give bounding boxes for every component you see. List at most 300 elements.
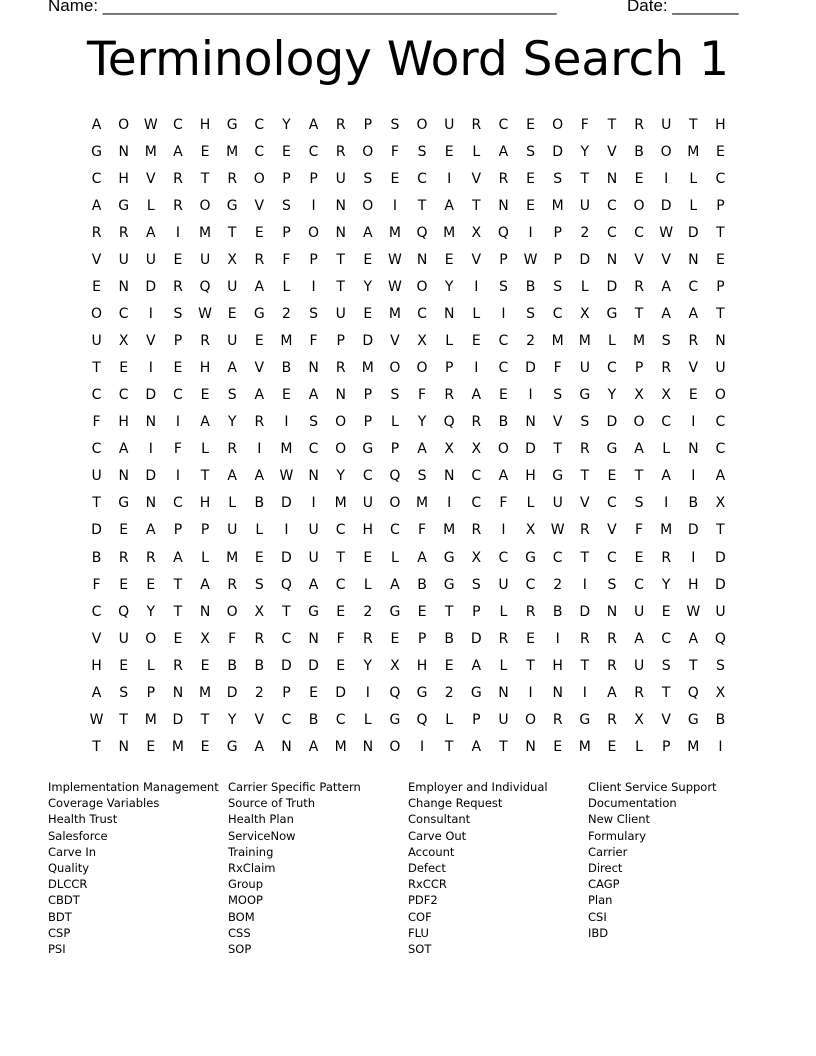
grid-letter: Q [199,279,211,296]
grid-letter: M [551,198,564,215]
grid-letter: F [92,576,101,593]
grid-row [83,166,734,193]
grid-letter: S [119,684,129,701]
grid-letter: T [92,360,101,377]
grid-letter: I [474,360,479,377]
grid-letter: S [417,144,427,161]
grid-letter: T [336,549,345,566]
grid-letter: E [309,684,318,701]
grid-letter: R [579,630,590,647]
grid-letter: L [472,144,481,161]
grid-letter: C [661,630,672,647]
grid-row [83,274,734,301]
grid-letter: N [308,360,319,377]
grid-letter: N [172,684,184,701]
grid-letter: G [118,495,130,512]
grid-letter: A [254,279,265,296]
grid-letter: R [254,630,265,647]
grid-letter: E [363,306,373,323]
word-list-item: Employer and Individual [408,780,548,794]
grid-letter: E [254,549,264,566]
grid-letter: O [362,144,374,161]
grid-letter: N [552,684,563,701]
grid-letter: C [607,495,617,512]
grid-letter: S [526,306,535,323]
grid-letter: T [173,576,183,593]
grid-letter: A [308,576,319,593]
grid-letter: M [144,144,157,161]
grid-letter: M [171,738,184,755]
grid-letter: R [173,279,183,296]
grid-letter: T [499,738,508,755]
grid-letter: P [363,414,373,431]
grid-letter: C [281,630,292,647]
grid-letter: R [335,117,346,133]
grid-letter: P [553,225,562,242]
grid-letter: C [552,549,563,566]
word-list-column [408,779,588,957]
grid-letter: F [580,117,589,133]
grid-letter: 2 [254,684,264,701]
grid-letter: O [226,603,238,620]
grid-letter: R [607,711,617,728]
grid-letter: W [523,252,538,269]
word-list-item: CSI [588,909,607,924]
grid-letter: Y [363,657,373,674]
grid-letter: E [390,171,400,188]
grid-letter: V [661,711,671,728]
grid-letter: E [634,549,644,566]
grid-letter: C [308,441,319,458]
grid-letter: M [144,711,157,728]
grid-letter: A [173,144,183,161]
grid-letter: 2 [553,576,563,593]
grid-letter: I [474,279,479,296]
grid-letter: I [311,495,316,512]
grid-letter: A [471,738,482,755]
grid-letter: V [254,711,265,728]
grid-letter: R [498,630,509,647]
grid-letter: H [91,657,102,674]
grid-letter: N [525,414,536,431]
word-list-item: FLU [408,925,429,940]
grid-letter: T [716,225,725,242]
grid-letter: A [91,198,102,215]
grid-letter: E [607,468,617,485]
grid-letter: T [526,657,535,674]
grid-letter: A [661,279,671,296]
grid-letter: O [308,225,320,242]
grid-letter: O [335,414,347,431]
grid-letter: N [335,198,346,215]
word-list-item: Defect [408,861,446,876]
grid-letter: P [173,333,183,350]
grid-letter: A [308,387,319,404]
word-list-item: BDT [48,909,72,924]
grid-letter: M [226,549,239,566]
grid-letter: T [336,279,345,296]
grid-row [83,517,734,544]
grid-letter: D [145,468,157,485]
grid-letter: M [416,495,429,512]
word-list-item: Coverage Variables [48,796,160,811]
grid-letter: U [633,657,645,674]
grid-letter: R [145,549,156,566]
grid-letter: M [280,333,293,350]
grid-letter: U [118,252,129,269]
grid-row [83,409,734,436]
grid-letter: H [199,495,211,512]
grid-letter: E [526,171,535,188]
grid-letter: M [334,738,347,755]
grid-letter: E [254,225,264,242]
grid-letter: A [254,468,265,485]
grid-letter: B [498,414,509,431]
grid-letter: U [498,576,509,593]
grid-letter: A [308,738,319,755]
grid-letter: E [200,387,210,404]
grid-letter: M [687,738,700,755]
grid-letter: P [282,684,291,701]
grid-letter: R [118,225,129,242]
grid-letter: P [472,711,481,728]
grid-letter: I [718,738,723,755]
grid-letter: I [528,225,533,242]
grid-row [83,680,734,707]
grid-row [83,382,734,409]
grid-letter: E [634,171,644,188]
grid-letter: E [390,630,400,647]
grid-letter: R [444,387,455,404]
grid-letter: B [552,603,563,620]
grid-letter: Y [444,279,454,296]
grid-letter: E [661,603,671,620]
grid-letter: E [444,657,454,674]
grid-letter: M [633,333,646,350]
grid-letter: X [634,387,644,404]
grid-letter: N [715,333,726,350]
grid-letter: I [175,225,180,242]
grid-letter: G [118,198,130,215]
grid-letter: D [335,684,347,701]
grid-letter: C [173,387,183,404]
grid-letter: R [634,279,644,296]
grid-letter: U [552,495,563,512]
grid-letter: P [661,738,671,755]
word-list-item: COF [408,909,432,924]
grid-letter: A [498,144,509,161]
grid-letter: Y [363,279,373,296]
grid-letter: P [200,522,210,539]
word-list-item: Account [408,844,455,859]
grid-letter: S [553,387,563,404]
grid-letter: A [363,225,373,242]
word-list-item: Carve Out [408,828,467,843]
grid-letter: C [417,306,427,323]
word-list-item: Documentation [588,796,677,811]
grid-letter: S [471,576,481,593]
grid-letter: X [390,657,400,674]
grid-letter: Y [336,468,345,485]
grid-letter: L [146,657,155,674]
grid-letter: C [118,387,129,404]
grid-letter: N [335,387,346,404]
word-list-item: SOP [228,942,252,957]
grid-letter: E [227,306,237,323]
word-list-item: Health Plan [228,812,294,827]
grid-letter: V [390,333,400,350]
word-list-item: Group [228,877,264,892]
grid-letter: T [336,252,345,269]
grid-letter: U [145,252,156,269]
grid-letter: Q [497,225,509,242]
grid-letter: A [471,657,482,674]
grid-letter: M [226,144,239,161]
grid-letter: S [173,306,183,323]
grid-letter: P [417,630,427,647]
grid-letter: E [526,630,535,647]
grid-letter: E [526,117,535,133]
grid-letter: C [498,333,509,350]
grid-letter: C [308,144,319,161]
grid-letter: U [335,306,346,323]
grid-letter: D [606,279,618,296]
grid-letter: E [336,657,346,674]
grid-letter: R [335,360,346,377]
grid-letter: G [91,144,102,161]
grid-letter: Q [389,684,401,701]
grid-letter: A [688,630,699,647]
grid-letter: N [308,468,319,485]
grid-letter: I [365,684,370,701]
grid-letter: N [416,252,428,269]
grid-letter: O [416,360,428,377]
grid-letter: D [91,522,102,539]
grid-letter: O [335,441,347,458]
grid-letter: A [607,684,617,701]
grid-letter: U [91,468,102,485]
grid-letter: S [309,306,318,323]
grid-letter: I [555,630,560,647]
grid-letter: I [501,306,506,323]
grid-row [83,301,734,328]
grid-letter: T [634,306,644,323]
grid-letter: L [689,171,698,188]
grid-letter: F [282,252,291,269]
grid-letter: R [552,711,563,728]
word-list-item: New Client [588,812,651,827]
grid-letter: R [173,198,183,215]
grid-letter: C [471,495,482,512]
grid-letter: U [579,198,590,215]
grid-row [83,193,734,220]
grid-letter: M [280,441,293,458]
grid-letter: Q [443,414,455,431]
grid-letter: A [146,522,156,539]
grid-letter: Y [227,414,237,431]
grid-letter: F [418,522,427,539]
grid-letter: Q [118,603,130,620]
grid-letter: H [552,657,563,674]
grid-letter: X [715,495,726,512]
grid-letter: C [498,117,509,133]
grid-letter: A [688,306,699,323]
grid-letter: T [92,495,101,512]
grid-letter: T [634,468,644,485]
grid-letter: B [444,630,454,647]
grid-letter: V [688,360,699,377]
grid-letter: R [91,225,102,242]
grid-letter: L [608,333,616,350]
word-list-item: Quality [48,861,90,876]
grid-letter: D [281,657,292,674]
grid-letter: X [634,711,644,728]
grid-letter: O [199,198,211,215]
grid-letter: U [227,522,238,539]
grid-letter: V [580,495,590,512]
grid-letter: R [173,657,183,674]
grid-letter: L [201,549,209,566]
grid-letter: R [471,414,482,431]
grid-letter: L [146,198,155,215]
grid-letter: S [390,387,400,404]
grid-letter: L [201,441,209,458]
grid-letter: E [499,387,508,404]
grid-letter: D [362,333,374,350]
grid-letter: M [578,738,591,755]
grid-letter: M [443,225,456,242]
grid-letter: N [498,684,509,701]
grid-letter: H [688,576,699,593]
word-list-item: PDF2 [408,893,438,908]
grid-letter: Y [607,387,617,404]
grid-letter: S [498,279,508,296]
grid-letter: S [227,387,237,404]
grid-letter: T [227,225,237,242]
grid-letter: A [661,468,671,485]
grid-letter: F [336,630,345,647]
grid-letter: D [525,360,536,377]
grid-letter: L [472,306,481,323]
grid-letter: T [716,522,725,539]
grid-letter: P [553,252,562,269]
grid-letter: L [580,279,589,296]
page-title: Terminology Word Search 1 [87,32,729,87]
grid-letter: E [200,657,210,674]
word-list-item: Plan [588,893,613,908]
grid-letter: M [578,333,591,350]
grid-letter: S [281,198,291,215]
grid-letter: V [254,360,265,377]
grid-letter: O [118,117,130,133]
grid-letter: C [607,549,617,566]
grid-letter: D [579,603,591,620]
grid-row [83,599,734,626]
grid-letter: G [253,306,265,323]
grid-letter: G [579,387,591,404]
grid-letter: E [444,144,454,161]
word-list-item: Client Service Support [588,780,717,794]
grid-letter: B [281,360,292,377]
grid-letter: S [661,657,671,674]
grid-letter: Q [687,684,699,701]
grid-letter: V [634,252,644,269]
grid-letter: B [417,576,427,593]
grid-letter: L [662,441,671,458]
grid-letter: W [388,252,402,269]
grid-row [83,328,734,355]
grid-letter: R [471,117,482,133]
grid-letter: L [689,198,698,215]
grid-letter: V [661,252,671,269]
grid-letter: E [607,738,617,755]
grid-row [83,707,734,734]
grid-letter: V [254,198,265,215]
grid-letter: C [607,198,617,215]
grid-letter: 2 [363,603,373,620]
grid-row [83,490,734,517]
grid-letter: 2 [281,306,291,323]
grid-letter: S [390,117,400,133]
grid-letter: C [471,468,482,485]
grid-letter: N [281,738,292,755]
grid-letter: U [498,711,509,728]
grid-letter: X [471,441,482,458]
grid-letter: I [691,414,696,431]
grid-letter: X [715,684,726,701]
grid-letter: R [118,549,129,566]
grid-letter: T [200,711,210,728]
grid-letter: X [417,333,427,350]
grid-letter: E [173,630,183,647]
grid-letter: E [119,576,129,593]
grid-letter: O [552,117,564,133]
grid-letter: V [471,252,482,269]
grid-letter: U [715,360,726,377]
grid-letter: D [579,252,591,269]
grid-letter: R [661,549,672,566]
grid-letter: P [363,387,373,404]
grid-letter: C [335,522,346,539]
word-list-item: Consultant [408,812,471,827]
grid-letter: T [580,549,590,566]
grid-letter: S [309,414,318,431]
word-list-item: Carrier Specific Pattern [228,780,361,794]
grid-letter: M [199,684,212,701]
grid-letter: C [91,171,102,188]
grid-letter: C [91,603,102,620]
grid-letter: T [716,306,725,323]
grid-letter: M [361,360,374,377]
grid-letter: X [661,387,671,404]
grid-letter: V [91,630,102,647]
grid-letter: W [198,306,212,323]
word-list-item: DLCCR [48,877,88,892]
grid-row [83,653,734,680]
grid-letter: D [145,387,157,404]
grid-letter: V [146,333,156,350]
grid-letter: G [606,306,618,323]
grid-letter: A [308,117,319,133]
grid-letter: N [443,306,455,323]
grid-letter: R [227,441,238,458]
grid-letter: M [551,333,564,350]
grid-letter: S [553,171,563,188]
grid-letter: U [335,171,346,188]
grid-letter: T [689,657,698,674]
grid-letter: C [173,117,183,133]
grid-letter: C [688,279,699,296]
